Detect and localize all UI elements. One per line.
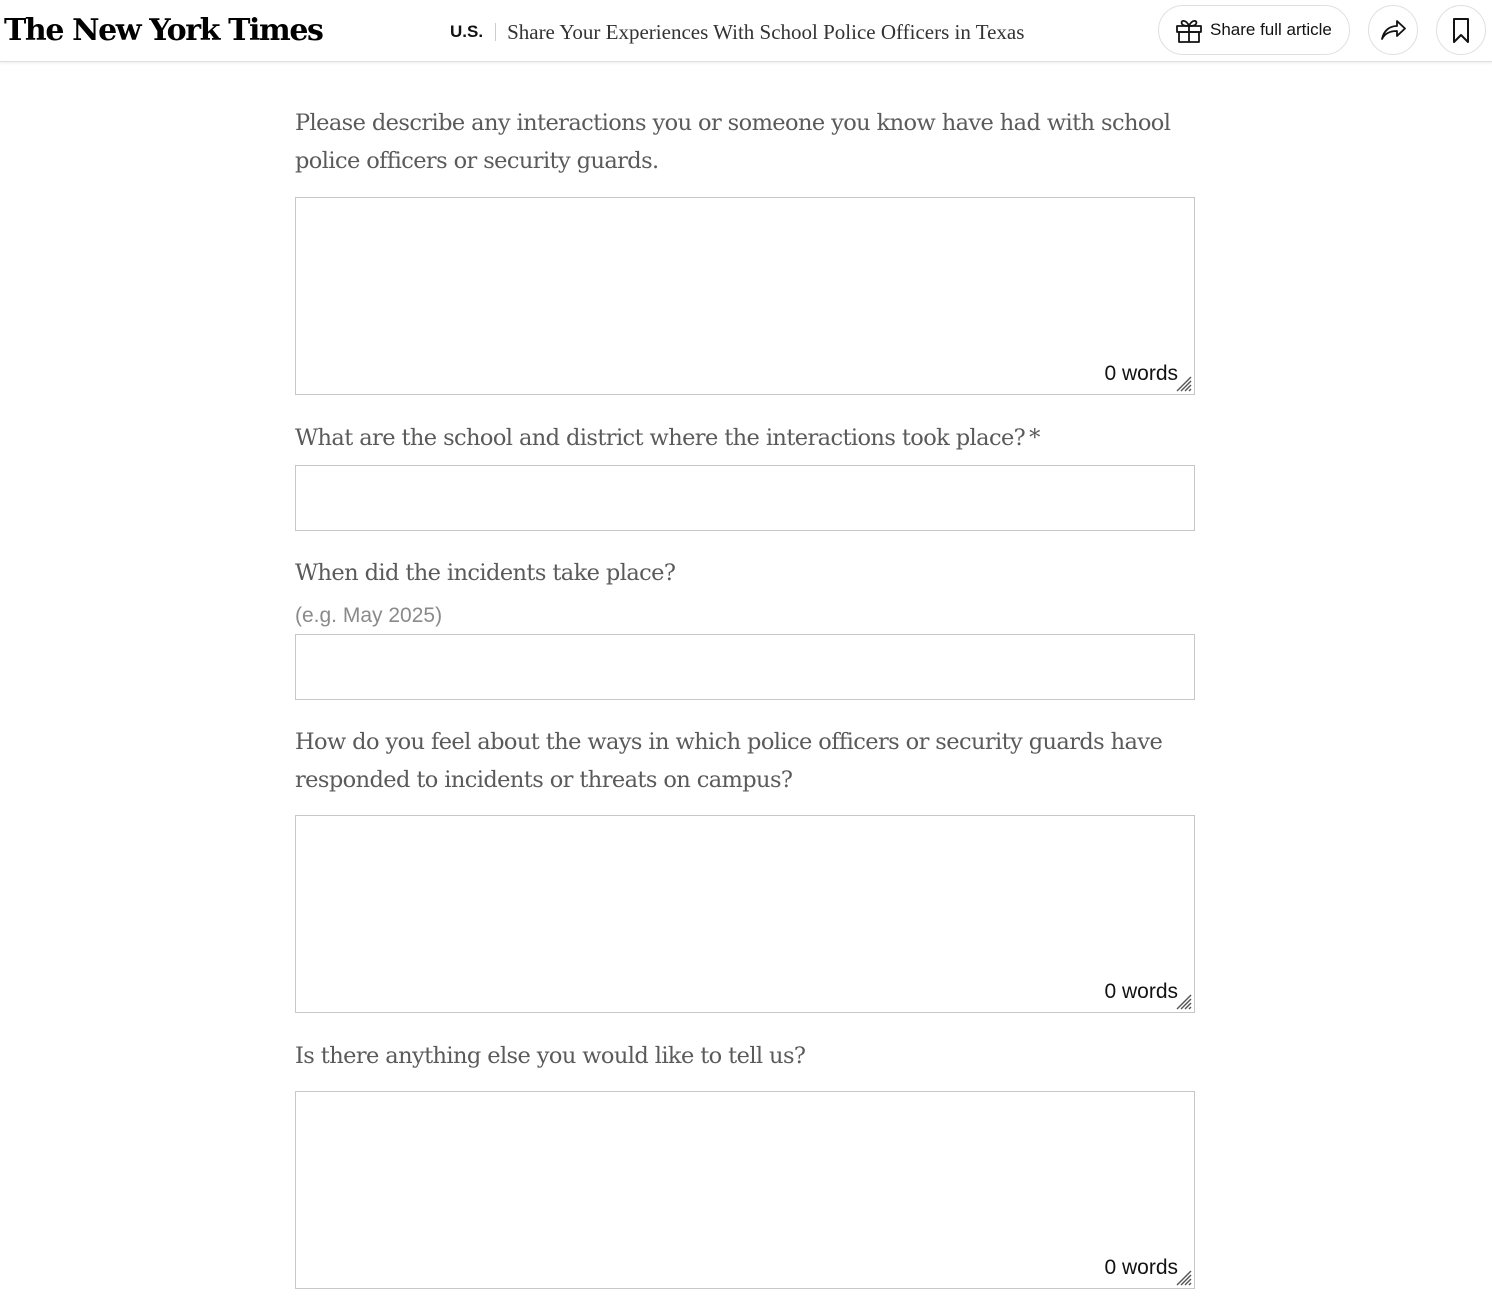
incident-date-input[interactable] [296, 635, 1194, 699]
breadcrumb-divider [495, 23, 496, 41]
question-anything-else-label: Is there anything else you would like to tell us? [295, 1043, 806, 1069]
share-full-article-label: Share full article [1210, 20, 1332, 39]
question-school-district-text: What are the school and district where the interactions took place? [295, 425, 1026, 451]
resize-handle-icon[interactable] [1172, 372, 1192, 392]
resize-handle-icon[interactable] [1172, 1266, 1192, 1286]
article-headline: Share Your Experiences With School Police Officers in Texas [507, 19, 1025, 44]
school-district-field-wrapper [295, 465, 1195, 531]
top-bar [0, 0, 1492, 62]
interactions-textarea-wrapper [295, 197, 1195, 395]
question-interactions-label: Please describe any interactions you or someone you know have had with school police officers or security guards. [295, 110, 1171, 174]
section-link[interactable]: U.S. [450, 22, 484, 41]
breadcrumb [450, 18, 1024, 46]
word-count: 0 words [1104, 362, 1178, 385]
question-feelings-label: How do you feel about the ways in which police officers or security guards have responded to incidents or threats on campus? [295, 729, 1163, 793]
word-count: 0 words [1104, 980, 1178, 1003]
word-count: 0 words [1104, 1256, 1178, 1279]
anything-else-textarea-wrapper [295, 1091, 1195, 1289]
school-district-input[interactable] [296, 466, 1194, 530]
interactions-textarea[interactable] [296, 198, 1194, 394]
date-hint: (e.g. May 2025) [295, 604, 443, 627]
resize-handle-icon[interactable] [1172, 990, 1192, 1010]
anything-else-textarea[interactable] [296, 1092, 1194, 1288]
bookmark-icon [1446, 15, 1476, 45]
question-school-district-label [295, 419, 1195, 457]
save-article-button[interactable] [1436, 5, 1486, 55]
feelings-textarea-wrapper [295, 815, 1195, 1013]
share-button[interactable] [1368, 5, 1418, 55]
feelings-textarea[interactable] [296, 816, 1194, 1012]
incident-date-field-wrapper [295, 634, 1195, 700]
required-asterisk: * [1029, 425, 1040, 451]
question-when-label: When did the incidents take place? [295, 560, 676, 586]
nyt-logo[interactable]: The New York Times [4, 13, 323, 48]
gift-icon [1174, 15, 1204, 45]
share-full-article-button[interactable] [1158, 5, 1350, 55]
share-arrow-icon [1378, 15, 1408, 45]
